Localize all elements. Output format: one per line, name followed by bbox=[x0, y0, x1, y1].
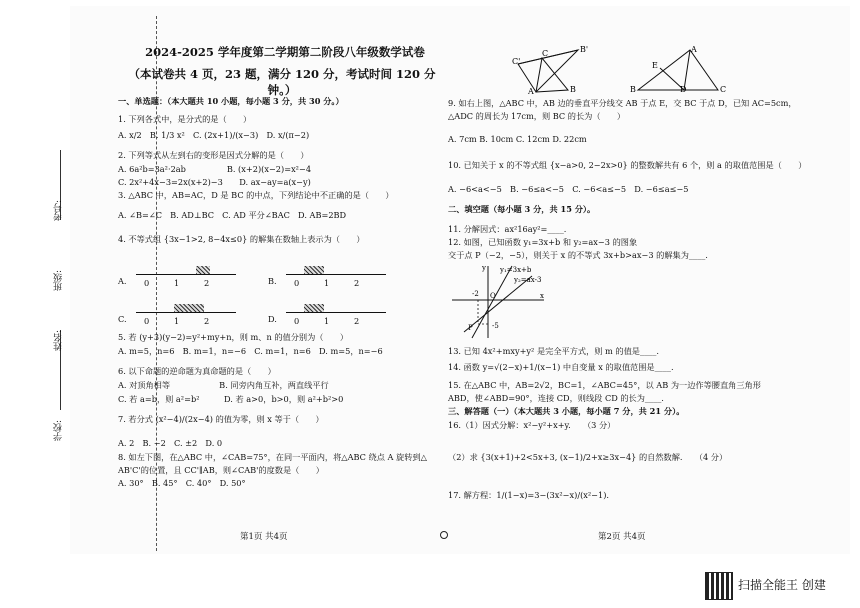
fig8-label-a: A bbox=[528, 87, 534, 94]
tick-1: 1 bbox=[324, 316, 330, 326]
q4-label-d: D. bbox=[268, 314, 277, 324]
fig8-label-cp: C bbox=[542, 49, 549, 58]
graph-label-y1: y₁=3x+b bbox=[500, 266, 532, 274]
tick-2: 2 bbox=[354, 278, 360, 288]
question-13: 13. 已知 4x²+mxy+y² 是完全平方式，则 m 的值是____. bbox=[448, 346, 659, 356]
page-2-footer: 第2页 共4页 bbox=[598, 532, 646, 542]
fig8-label-c: C' bbox=[512, 57, 521, 66]
scanner-watermark: 扫描全能王 创建 bbox=[738, 578, 826, 592]
question-12-cont: 交于点 P（−2，−5），则关于 x 的不等式 3x+b>ax−3 的解集为____. bbox=[448, 250, 708, 260]
q4-option-b bbox=[268, 262, 418, 288]
question-6: 6. 以下命题的逆命题为真命题的是（ ） bbox=[118, 366, 276, 376]
fig9-label-c: C bbox=[720, 85, 727, 94]
fig9-label-b: B bbox=[630, 85, 636, 94]
page-divider-hole bbox=[440, 531, 448, 539]
q4-option-d bbox=[268, 300, 418, 326]
question-3-options: A. ∠B=∠C B. AD⊥BC C. AD 平分∠BAC D. AB=2BD bbox=[118, 210, 347, 220]
question-17: 17. 解方程：1/(1−x)=3−(3x²−x)/(x²−1). bbox=[448, 490, 610, 500]
q4-label-a: A. bbox=[118, 276, 127, 286]
number-line bbox=[286, 274, 386, 275]
question-16-1: 16.（1）因式分解：x²−y²+x+y. （3 分） bbox=[448, 420, 616, 430]
exam-subtitle: （本试卷共 4 页，23 题，满分 120 分，考试时间 120 分钟。） bbox=[128, 67, 436, 97]
question-4: 4. 不等式组 {3x−1>2, 8−4x≤0} 的解集在数轴上表示为（ ） bbox=[118, 234, 365, 244]
class-label: 班级: bbox=[54, 270, 64, 292]
question-6-options-a: A. 对顶角相等 B. 同旁内角互补，两直线平行 bbox=[118, 380, 329, 390]
question-16-2: （2）求 {3(x+1)+2<5x+3, (x−1)/2+x≥3x−4} 的自然数解. （4 分） bbox=[448, 452, 728, 462]
question-12: 12. 如图，已知函数 y₁=3x+b 和 y₂=ax−3 的图象 bbox=[448, 237, 638, 247]
question-2-options-a: A. 6a²b=3a²·2ab B. (x+2)(x−2)=x²−4 bbox=[118, 164, 312, 174]
question-1-options: A. x/2 B. 1/3 x² C. (2x+1)/(x−3) D. x/(π−2) bbox=[118, 130, 310, 140]
section-3-heading: 三、解答题（一）（本大题共 3 小题，每小题 7 分，共 21 分）。 bbox=[448, 406, 685, 416]
section-2-heading: 二、填空题（每小题 3 分，共 15 分）。 bbox=[448, 204, 596, 214]
graph-label-p: P bbox=[468, 324, 473, 332]
page-1-footer: 第1页 共4页 bbox=[240, 532, 288, 542]
tick-2: 2 bbox=[204, 278, 210, 288]
question-15: 15. 在△ABC 中，AB=2√2，BC=1，∠ABC=45°，以 AB 为一边作等腰直角三角形 bbox=[448, 380, 761, 390]
tick-0: 0 bbox=[294, 316, 300, 326]
exam-title: 2024-2025 学年度第二学期第二阶段八年级数学试卷 bbox=[145, 45, 425, 59]
q12-graph bbox=[448, 262, 548, 342]
question-9-options: A. 7cm B. 10cm C. 12cm D. 22cm bbox=[448, 134, 587, 144]
number-line bbox=[136, 274, 236, 275]
school-label: 学校: bbox=[54, 420, 64, 442]
question-8-cont: AB'C'的位置，且 CC'∥AB，则∠CAB'的度数是（ ） bbox=[118, 465, 324, 475]
question-15-cont: ABD，使∠ABD=90°，连接 CD，则线段 CD 的长为____. bbox=[448, 393, 664, 403]
graph-label-m2: -2 bbox=[472, 290, 479, 298]
name-label: 姓名: bbox=[54, 330, 64, 352]
number-line bbox=[136, 312, 236, 313]
graph-label-y: y bbox=[482, 264, 486, 272]
number-line-shade bbox=[304, 304, 324, 312]
fig9-label-d: D bbox=[680, 85, 687, 94]
graph-label-x: x bbox=[540, 292, 544, 300]
graph-label-y2: y₂=ax-3 bbox=[514, 276, 542, 284]
q8-q9-figures bbox=[508, 46, 838, 94]
graph-label-m5: -5 bbox=[492, 322, 499, 330]
graph-label-o: O bbox=[490, 292, 496, 300]
question-8: 8. 如左下图，在△ABC 中，∠CAB=75°，在同一平面内，将△ABC 绕点 A 旋转到△ bbox=[118, 452, 427, 462]
question-14: 14. 函数 y=√(2−x)+1/(x−1) 中自变量 x 的取值范围是____. bbox=[448, 362, 674, 372]
fig8-label-bp: B' bbox=[580, 46, 589, 54]
qr-code-icon bbox=[705, 572, 733, 600]
question-3: 3. △ABC 中，AB=AC，D 是 BC 的中点，下列结论中不正确的是（ ） bbox=[118, 190, 394, 200]
q4-option-a bbox=[118, 262, 268, 288]
question-10-options: A. −6<a<−5 B. −6≤a<−5 C. −6<a≤−5 D. −6≤a≤−5 bbox=[448, 184, 689, 194]
number-line bbox=[286, 312, 386, 313]
tick-2: 2 bbox=[204, 316, 210, 326]
q4-label-c: C. bbox=[118, 314, 127, 324]
tick-0: 0 bbox=[144, 316, 150, 326]
q4-option-c bbox=[118, 300, 268, 326]
question-1: 1. 下列各式中，是分式的是（ ） bbox=[118, 114, 252, 124]
question-9-cont: △ADC 的周长为 17cm，则 BC 的长为（ ） bbox=[448, 111, 626, 121]
section-1-heading: 一、单选题：（本大题共 10 小题，每小题 3 分，共 30 分。） bbox=[118, 96, 344, 106]
fig9-label-e: E bbox=[652, 61, 658, 70]
tick-1: 1 bbox=[324, 278, 330, 288]
question-7: 7. 若分式 (x²−4)/(2x−4) 的值为零，则 x 等于（ ） bbox=[118, 414, 324, 424]
tick-1: 1 bbox=[174, 278, 180, 288]
number-line-shade bbox=[196, 266, 210, 274]
tick-0: 0 bbox=[144, 278, 150, 288]
question-9: 9. 如右上图，△ABC 中，AB 边的垂直平分线交 AB 于点 E，交 BC 于点 D，已知 AC=5cm， bbox=[448, 98, 797, 108]
tick-1: 1 bbox=[174, 316, 180, 326]
question-2: 2. 下列等式从左到右的变形是因式分解的是（ ） bbox=[118, 150, 309, 160]
question-5-options: A. m=5，n=6 B. m=1，n=−6 C. m=1，n=6 D. m=5，n=−6 bbox=[118, 346, 383, 356]
number-line-shade bbox=[304, 266, 324, 274]
question-2-options-b: C. 2x²+4x−3=2x(x+2)−3 D. ax−ay=a(x−y) bbox=[118, 177, 311, 187]
number-line-shade bbox=[174, 304, 204, 312]
fig8-label-b: B bbox=[570, 85, 576, 94]
q4-label-b: B. bbox=[268, 276, 277, 286]
fig9-label-a: A bbox=[691, 46, 697, 54]
question-10: 10. 已知关于 x 的不等式组 {x−a>0, 2−2x>0} 的整数解共有 6 个，则 a 的取值范围是（ ） bbox=[448, 160, 807, 170]
question-11: 11. 分解因式：ax²16ay²=____. bbox=[448, 224, 567, 234]
question-7-options: A. 2 B. −2 C. ±2 D. 0 bbox=[118, 438, 223, 448]
tick-0: 0 bbox=[294, 278, 300, 288]
exam-no-label: 考号: bbox=[54, 200, 64, 222]
tick-2: 2 bbox=[354, 316, 360, 326]
question-6-options-b: C. 若 a=b，则 a²=b² D. 若 a>0，b>0，则 a²+b²>0 bbox=[118, 394, 344, 404]
fig9-ad bbox=[684, 50, 690, 90]
question-5: 5. 若 (y+3)(y−2)=y²+my+n，则 m、n 的值分别为（ ） bbox=[118, 332, 349, 342]
question-8-options: A. 30° B. 45° C. 40° D. 50° bbox=[118, 478, 246, 488]
